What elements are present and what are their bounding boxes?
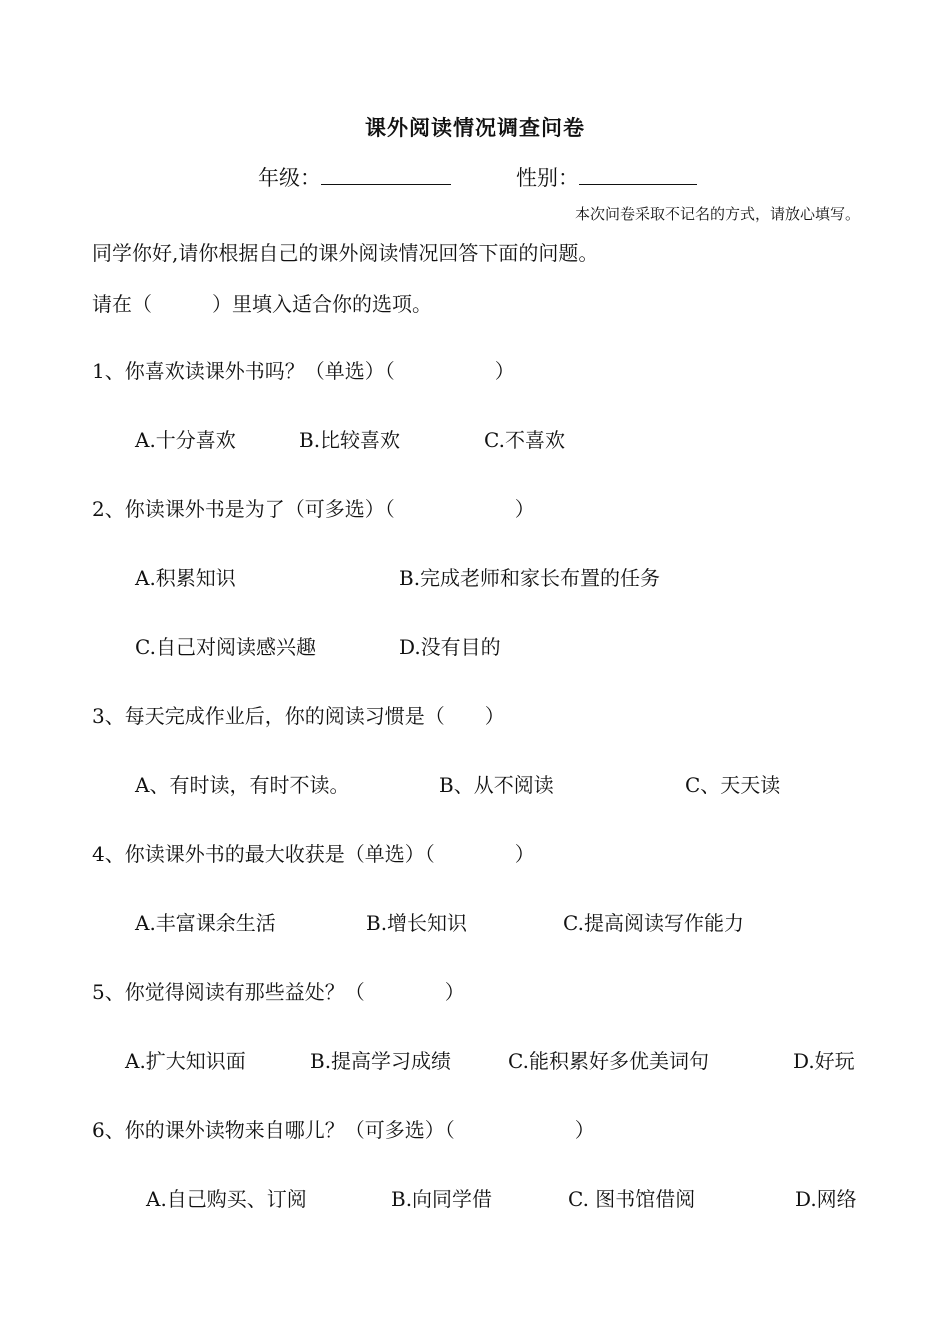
page-title: 课外阅读情况调查问卷 [365, 115, 585, 140]
q3-option-c[interactable]: C、天天读 [685, 773, 781, 797]
instruction-text: 请在（ ）里填入适合你的选项。 [92, 292, 432, 316]
q6-option-b[interactable]: B.向同学借 [391, 1187, 493, 1211]
q2-option-a[interactable]: A.积累知识 [135, 566, 236, 590]
gender-field [516, 162, 697, 192]
q2-option-d[interactable]: D.没有目的 [399, 635, 501, 659]
q2-option-c[interactable]: C.自己对阅读感兴趣 [135, 635, 316, 659]
q5-option-b[interactable]: B.提高学习成绩 [310, 1049, 452, 1073]
question-4: 4、你读课外书的最大收获是（单选）（ ） [92, 842, 535, 866]
grade-blank[interactable] [321, 164, 451, 185]
question-5: 5、你觉得阅读有那些益处？（ ） [92, 980, 465, 1004]
q1-option-a[interactable]: A.十分喜欢 [135, 428, 236, 452]
q4-option-a[interactable]: A.丰富课余生活 [135, 911, 276, 935]
q3-option-a[interactable]: A、有时读，有时不读。 [135, 773, 350, 797]
q2-option-b[interactable]: B.完成老师和家长布置的任务 [399, 566, 661, 590]
q5-option-c[interactable]: C.能积累好多优美词句 [508, 1049, 709, 1073]
q1-option-c[interactable]: C.不喜欢 [484, 428, 565, 452]
q6-option-a[interactable]: A.自己购买、订阅 [146, 1187, 307, 1211]
question-2: 2、你读课外书是为了（可多选）（ ） [92, 497, 535, 521]
question-6: 6、你的课外读物来自哪儿？（可多选）（ ） [92, 1118, 595, 1142]
q1-option-b[interactable]: B.比较喜欢 [299, 428, 401, 452]
question-1: 1、你喜欢读课外书吗？（单选）（ ） [92, 359, 515, 383]
anonymity-note: 本次问卷采取不记名的方式，请放心填写。 [574, 205, 860, 223]
gender-label: 性别： [516, 166, 579, 190]
question-3: 3、每天完成作业后，你的阅读习惯是（ ） [92, 704, 505, 728]
q4-option-b[interactable]: B.增长知识 [366, 911, 468, 935]
gender-blank[interactable] [579, 164, 697, 185]
q6-option-c[interactable]: C. 图书馆借阅 [568, 1187, 696, 1211]
q3-option-b[interactable]: B、从不阅读 [439, 773, 554, 797]
q5-option-d[interactable]: D.好玩 [793, 1049, 855, 1073]
q6-option-d[interactable]: D.网络 [795, 1187, 857, 1211]
q4-option-c[interactable]: C.提高阅读写作能力 [563, 911, 744, 935]
grade-field [258, 162, 451, 192]
grade-label: 年级： [258, 166, 321, 190]
intro-text: 同学你好,请你根据自己的课外阅读情况回答下面的问题。 [92, 241, 599, 265]
q5-option-a[interactable]: A.扩大知识面 [125, 1049, 246, 1073]
